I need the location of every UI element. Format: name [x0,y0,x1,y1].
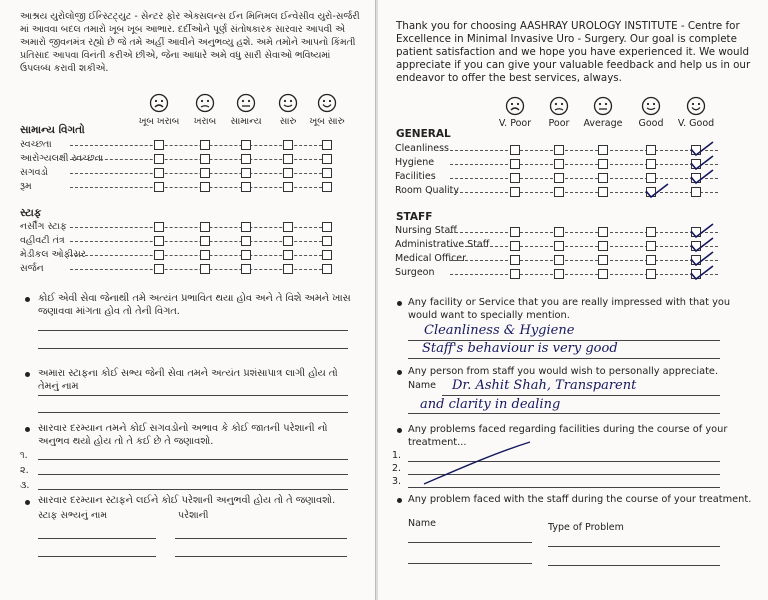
line-number: 2. [392,463,402,474]
gujarati-form-page [0,0,376,600]
english-staff-title: STAFF [396,211,433,223]
rating-option [134,93,184,128]
problem-column-label: Type of Problem [548,522,624,533]
rating-checkbox[interactable] [322,182,332,192]
rating-checkbox[interactable] [322,250,332,260]
poor-face-icon [534,96,584,116]
rating-checkbox[interactable] [200,264,210,274]
rating-checkbox[interactable] [598,159,608,169]
rating-checkbox[interactable] [283,222,293,232]
rating-checkbox[interactable] [200,168,210,178]
rating-option [302,93,352,128]
rating-checkbox[interactable] [200,222,210,232]
rating-row-label: Administrative Staff [395,239,490,250]
answer-line[interactable] [175,538,347,539]
rating-option [534,96,584,129]
rating-option [490,96,540,129]
rating-label: Good [638,118,664,129]
rating-label: સામાન્ય [230,116,262,127]
staff-name-column-label: સ્ટાફ સભ્યનું નામ [38,510,108,521]
rating-checkbox[interactable] [154,168,164,178]
gujarati-general-title: સામાન્ય વિગતો [20,124,85,136]
rating-checkbox[interactable] [691,241,701,251]
rating-row-label: આરોગ્યલક્ષી સ્વચ્છતા [20,153,104,164]
answer-line[interactable] [548,565,720,566]
handwritten-answer: and clarity in dealing [420,397,561,412]
rating-checkbox[interactable] [510,255,520,265]
rating-label: ખૂબ ખરાબ [138,116,180,127]
handwritten-answer: Staff's behaviour is very good [422,341,618,356]
rating-label: સારુ [279,116,297,127]
answer-line[interactable] [408,487,720,488]
rating-checkbox[interactable] [646,269,656,279]
answer-line[interactable] [548,546,720,547]
rating-checkbox[interactable] [598,173,608,183]
rating-checkbox[interactable] [691,159,701,169]
rating-row-label: Surgeon [395,267,435,278]
rating-option [578,96,628,129]
rating-checkbox[interactable] [554,173,564,183]
rating-checkbox[interactable] [241,168,251,178]
bullet [397,498,402,503]
rating-checkbox[interactable] [646,145,656,155]
rating-checkbox[interactable] [554,159,564,169]
rating-row-label: સ્વચ્છતા [20,139,52,150]
rating-checkbox[interactable] [200,182,210,192]
rating-checkbox[interactable] [322,222,332,232]
rating-checkbox[interactable] [283,264,293,274]
leader-line [450,150,718,151]
rating-option [671,96,721,129]
rating-checkbox[interactable] [598,145,608,155]
leader-line [450,274,718,275]
problem-column-label: પરેશાની [178,510,209,521]
line-number: 3. [392,476,402,487]
line-number: ૧. [20,450,28,461]
rating-row-label: Nursing Staff [395,225,457,236]
rating-checkbox[interactable] [283,154,293,164]
answer-line[interactable] [38,556,156,557]
rating-checkbox[interactable] [554,269,564,279]
rating-checkbox[interactable] [200,154,210,164]
line-number: ૩. [20,480,30,491]
bullet [397,428,402,433]
rating-checkbox[interactable] [322,154,332,164]
rating-checkbox[interactable] [554,187,564,197]
rating-label: V. Poor [498,118,532,129]
line-number: 1. [392,450,402,461]
rating-checkbox[interactable] [241,222,251,232]
rating-row-label: નર્સીંગ સ્ટાફ [20,221,67,232]
rating-checkbox[interactable] [554,227,564,237]
answer-line[interactable] [442,395,720,396]
english-question-1: Any facility or Service that you are really impressed with that you would want to specially mention. [408,297,731,321]
rating-checkbox[interactable] [691,187,701,197]
answer-line[interactable] [38,412,348,413]
rating-checkbox[interactable] [646,227,656,237]
rating-checkbox[interactable] [646,159,656,169]
rating-checkbox[interactable] [241,264,251,274]
rating-row-label: Hygiene [395,157,435,168]
english-form-page [378,0,768,600]
english-question-2: Any person from staff you would wish to personally appreciate. [408,366,719,377]
rating-checkbox[interactable] [154,236,164,246]
rating-checkbox[interactable] [154,140,164,150]
rating-checkbox[interactable] [646,173,656,183]
leader-line [450,178,718,179]
rating-checkbox[interactable] [283,168,293,178]
handwritten-answer: Cleanliness & Hygiene [424,323,575,338]
name-label: Name [408,380,437,391]
rating-checkbox[interactable] [598,269,608,279]
bullet [397,301,402,306]
rating-checkbox[interactable] [241,154,251,164]
rating-checkbox[interactable] [554,145,564,155]
bullet [397,370,402,375]
leader-line [450,192,718,193]
rating-checkbox[interactable] [691,173,701,183]
very-good-face-icon [671,96,721,116]
rating-row-label: રૂમ [20,181,32,192]
good-face-icon [626,96,676,116]
rating-checkbox[interactable] [510,227,520,237]
leader-line [450,246,718,247]
rating-checkbox[interactable] [283,140,293,150]
gujarati-question-1: કોઈ એવી સેવા જેનાથી તમે અત્યંત પ્રભાવિત થયા હોવ અને તે વિશે અમને ખાસ જણાવવા માંગતા હોવ તો તેની વિગત. [38,293,351,317]
line-number: ૨. [20,465,29,476]
rating-checkbox[interactable] [241,236,251,246]
leader-line [450,164,718,165]
rating-checkbox[interactable] [646,241,656,251]
english-intro-text: Thank you for choosing AASHRAY UROLOGY INSTITUTE - Centre for Excellence in Minimal Invasive Uro - Surgery. Our goal is complete patient satisfaction and we hope you have experienced it. We would appreciate if you can give your valuable feedback and help us in our endeavor to offer the best services, always. [396,20,751,84]
answer-line[interactable] [408,461,720,462]
rating-checkbox[interactable] [598,255,608,265]
answer-line[interactable] [408,563,532,564]
rating-checkbox[interactable] [510,269,520,279]
gujarati-question-4: સારવાર દરમ્યાન સ્ટાફને લઈને કોઈ પરેશાની અનુભવી હોય તો તે જણાવશો. [38,495,336,506]
rating-checkbox[interactable] [283,182,293,192]
rating-checkbox[interactable] [691,269,701,279]
rating-row-label: Medical Officer [395,253,467,264]
rating-checkbox[interactable] [200,236,210,246]
gujarati-intro-text: આશ્રય યુરોલોજી ઈન્સ્ટિટ્યુટ - સેન્ટર ફોર એક્સલન્સ ઈન મિનિમલ ઈન્વેસીવ યુરો-સર્જરી માં આવવા બદલ તમારો ખૂબ ખૂબ આભાર. દર્દીઓને પૂર્ણ સંતોષકારક સારવાર આપવી એ અમારો જીવનમંત્ર રહ્યો છે જે તમે અહીં આવીને અનુભવ્યુ હશે. અમે તમોને આપનો કિંમતી પ્રતિસાદ આપવા વિનંતી કરીએ છીએ, જેના આધારે અમે વધુ સારી સેવાઓ ભવિષ્યમાં ઉપલબ્ધ કરાવી શકીએ. [20,11,360,74]
handwritten-answer: Dr. Ashit Shah, Transparent [452,378,637,393]
bullet [25,297,30,302]
rating-label: V. Good [677,118,715,129]
english-question-4: Any problem faced with the staff during the course of your treatment. [408,494,752,505]
rating-checkbox[interactable] [154,154,164,164]
rating-label: ખરાબ [193,116,217,127]
english-general-title: GENERAL [396,128,451,140]
rating-row-label: સગવડો [20,167,49,178]
rating-checkbox[interactable] [510,159,520,169]
very-poor-face-icon [490,96,540,116]
rating-label: Average [583,118,623,129]
rating-checkbox[interactable] [510,145,520,155]
rating-checkbox[interactable] [322,264,332,274]
rating-row-label: મેડીકલ ઓફીસર [20,249,86,260]
answer-line[interactable] [38,395,348,396]
rating-checkbox[interactable] [154,222,164,232]
answer-line[interactable] [38,330,348,331]
rating-checkbox[interactable] [510,241,520,251]
answer-line[interactable] [408,413,720,414]
rating-checkbox[interactable] [154,250,164,260]
rating-checkbox[interactable] [646,187,656,197]
gujarati-staff-title: સ્ટાફ [20,207,42,219]
answer-line[interactable] [38,538,156,539]
rating-checkbox[interactable] [598,241,608,251]
rating-option [626,96,676,129]
very-good-face-icon [302,93,352,113]
bullet [25,427,30,432]
rating-row-label: Facilities [395,171,436,182]
rating-checkbox[interactable] [691,255,701,265]
rating-row-label: સર્જન [20,263,44,274]
rating-checkbox[interactable] [283,250,293,260]
rating-checkbox[interactable] [322,236,332,246]
very-poor-face-icon [134,93,184,113]
rating-checkbox[interactable] [154,264,164,274]
answer-line[interactable] [408,542,532,543]
rating-checkbox[interactable] [200,250,210,260]
bullet [25,500,30,505]
rating-checkbox[interactable] [241,140,251,150]
rating-checkbox[interactable] [200,140,210,150]
rating-checkbox[interactable] [322,140,332,150]
answer-line[interactable] [38,459,348,460]
rating-checkbox[interactable] [598,227,608,237]
rating-checkbox[interactable] [510,187,520,197]
answer-line[interactable] [38,489,348,490]
answer-line[interactable] [408,358,720,359]
rating-checkbox[interactable] [598,187,608,197]
leader-line [450,232,718,233]
rating-checkbox[interactable] [241,250,251,260]
answer-line[interactable] [408,474,720,475]
average-face-icon [578,96,628,116]
leader-line [450,260,718,261]
rating-checkbox[interactable] [691,227,701,237]
rating-row-label: Cleanliness [395,143,450,154]
answer-line[interactable] [175,556,347,557]
rating-checkbox[interactable] [283,236,293,246]
answer-line[interactable] [38,474,348,475]
rating-row-label: વહીવટી તંત્ર [20,235,65,246]
rating-label: ખૂબ સારુ [309,116,345,127]
rating-checkbox[interactable] [646,255,656,265]
rating-checkbox[interactable] [554,241,564,251]
rating-label: Poor [548,118,570,129]
rating-checkbox[interactable] [691,145,701,155]
rating-checkbox[interactable] [322,168,332,178]
rating-checkbox[interactable] [154,182,164,192]
rating-checkbox[interactable] [554,255,564,265]
rating-checkbox[interactable] [241,182,251,192]
staff-name-column-label: Name [408,518,437,529]
answer-line[interactable] [38,348,348,349]
rating-checkbox[interactable] [510,173,520,183]
gujarati-question-3: સારવાર દરમ્યાન તમને કોઈ સગવડોનો અભાવ કે કોઈ જાતની પરેશાની નો અનુભવ થયો હોય તો તે કઈ છે તે જણાવશો. [38,423,328,447]
english-question-3: Any problems faced regarding facilities during the course of your treatment... [408,424,728,448]
gujarati-question-2: અમારા સ્ટાફના કોઈ સભ્ય જેની સેવા તમને અત્યંત પ્રશંસાપાત્ર લાગી હોય તો તેમનું નામ [38,368,338,392]
rating-row-label: Room Quality [395,185,460,196]
bullet [25,372,30,377]
